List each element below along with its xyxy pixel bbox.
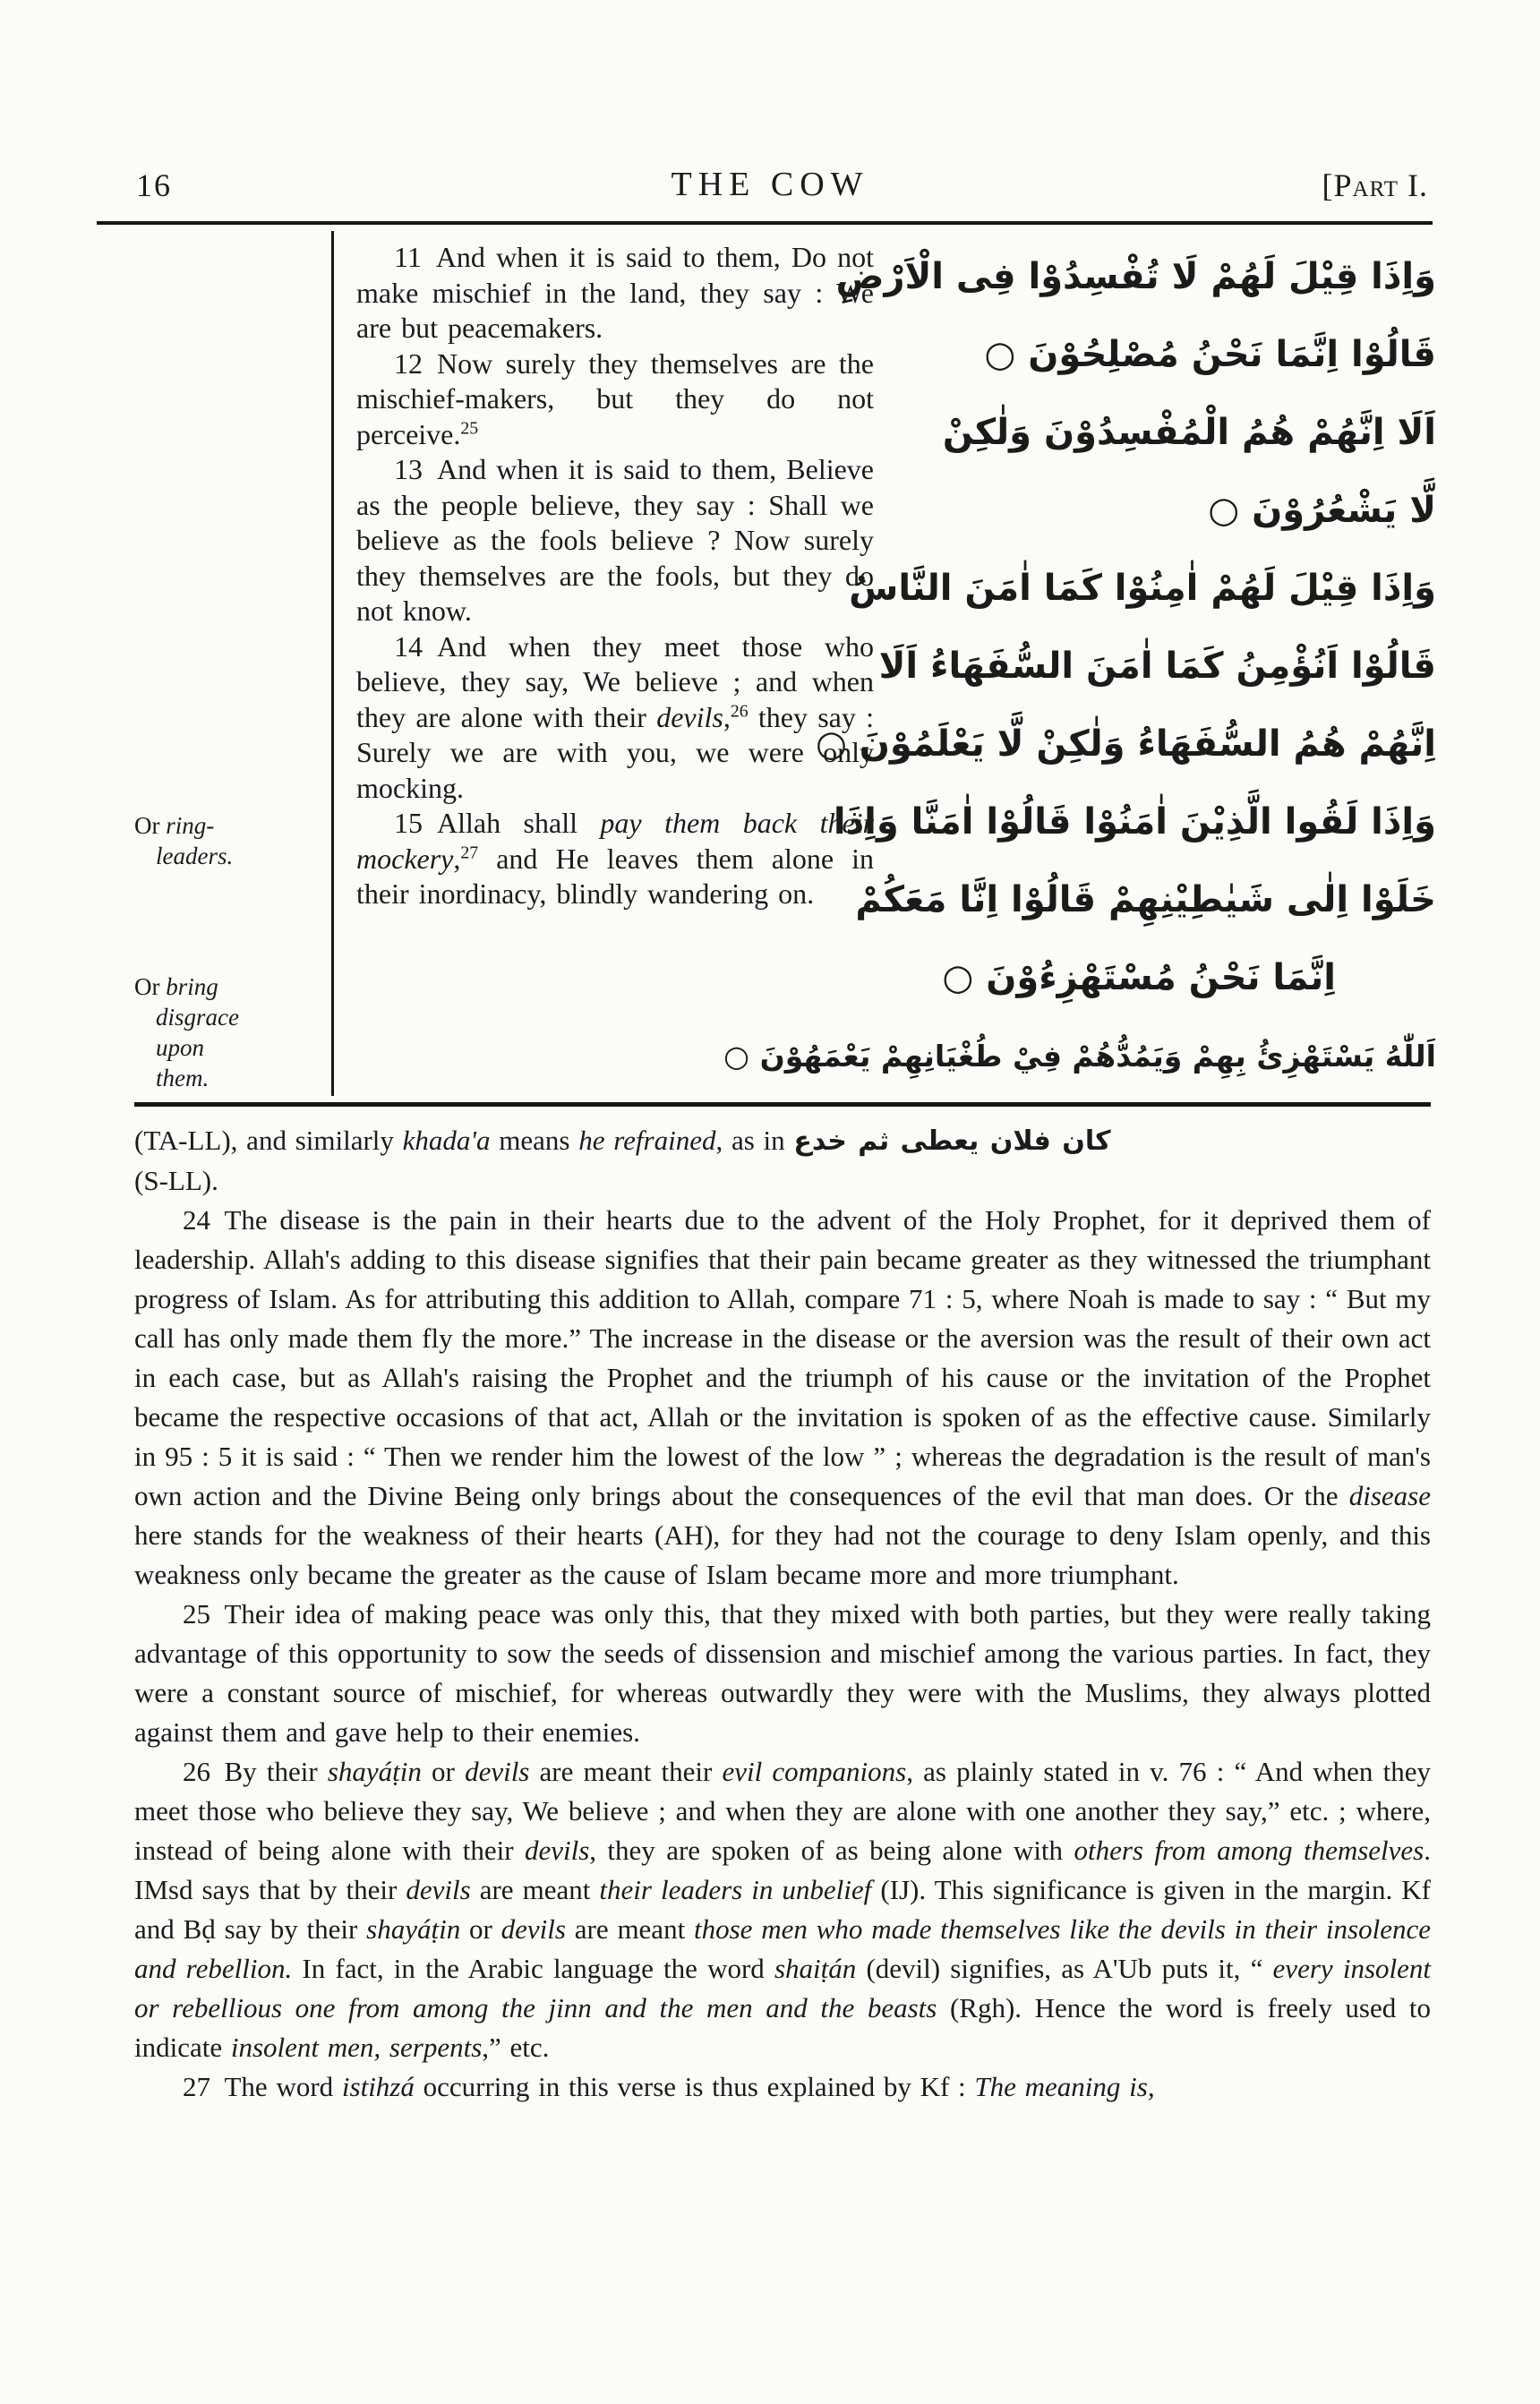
page-number: 16 xyxy=(136,167,172,203)
arabic-verse-line: اَللّٰهُ يَسْتَهْزِئُ بِهِمْ وَيَمُدُّهُمْ فِيْ طُغْيَانِهِمْ يَعْمَهُوْنَ ○ xyxy=(723,1039,1436,1074)
margin-note-ringleaders xyxy=(134,810,329,871)
verse-15: 15 Allah shall pay them back their mockery,$^{27}$ and He leaves them alone in their inordinacy, blindly wandering on. xyxy=(356,807,875,910)
margin-note-line: disgrace xyxy=(156,1004,239,1031)
margin-note-line: Or ring- xyxy=(134,812,215,839)
arabic-verse-line: قَالُوْا اِنَّمَا نَحْنُ مُصْلِحُوْنَ ○ xyxy=(984,334,1436,375)
part-label: [Part I. xyxy=(1322,167,1428,203)
arabic-text-column xyxy=(723,238,1436,1095)
page-title: THE COW xyxy=(671,166,869,203)
arabic-verse-line: وَاِذَا قِيْلَ لَهُمْ اٰمِنُوْا كَمَا اٰمَنَ النَّاسُ xyxy=(849,568,1436,609)
section-divider-rule xyxy=(134,1102,1431,1107)
margin-note-line: them. xyxy=(156,1065,210,1091)
arabic-verse-line: خَلَوْا اِلٰى شَيٰطِيْنِهِمْ قَالُوْا اِنَّا مَعَكُمْ xyxy=(855,879,1436,920)
footnotes-section xyxy=(134,1121,1431,2107)
english-translation-column xyxy=(356,240,874,912)
footnote-intro-continuation: (TA-LL), and similarly khada'a means he refrained, as in كان فلان يعطى ثم خدع (S-LL). xyxy=(134,1125,1111,1196)
arabic-verse-line: وَاِذَا قِيْلَ لَهُمْ لَا تُفْسِدُوْا فِى الْاَرْضِ xyxy=(835,256,1436,297)
verse-13: 13 And when it is said to them, Believe as the people believe, they say : Shall we believe as the fools believe ? Now surely they themselves are the fools, but they do not know. xyxy=(356,453,874,627)
arabic-verse-line: قَالُوْا اَنُؤْمِنُ كَمَا اٰمَنَ السُّفَهَاءُ اَلَا xyxy=(878,646,1436,687)
verse-12: 12 Now surely they themselves are the mischief-makers, but they do not perceive.$^{25}$ xyxy=(356,346,874,450)
margin-note-line: leaders. xyxy=(156,843,234,869)
verse-11: 11 And when it is said to them, Do not make mischief in the land, they say : We are but peacemakers. xyxy=(356,241,874,344)
footnote-26: 26 By their shayáṭin or devils are meant their evil companions, as plainly stated in v. 76 : “ And when they meet those who believe they say, We believe ; and when they are alone with one another they say,” etc. ; where, instead of being alone with their devils, they are spoken of as being alone with others from among themselves. IMsd says that by their devils are meant their leaders in unbelief (IJ). This significance is given in the margin. Kf and Bḍ say by their shayáṭin or devils are meant those men who made themselves like the devils in their insolence and rebellion. In fact, in the Arabic language the word shaiṭán (devil) signifies, as A'Ub puts it, “ every insolent or rebellious one from among the jinn and the men and the beasts (Rgh). Hence the word is freely used to indicate insolent men, serpents,” etc. xyxy=(134,1756,1431,2063)
footnote-27: 27 The word istihzá occurring in this verse is thus explained by Kf : The meaning is, xyxy=(183,2071,1155,2102)
arabic-verse-line: وَاِذَا لَقُوا الَّذِيْنَ اٰمَنُوْا قَالُوْا اٰمَنَّا وَاِذَا xyxy=(833,801,1436,843)
verse-14: 14 And when they meet those who believe, they say, We believe ; and when they are alone with their devils,$^{26}$ they say : Surely we are with you, we were only mocking. xyxy=(356,629,875,804)
arabic-verse-line: اِنَّهُمْ هُمُ السُّفَهَاءُ وَلٰكِنْ لَّا يَعْلَمُوْنَ ○ xyxy=(815,723,1436,765)
arabic-verse-line: اَلَا اِنَّهُمْ هُمُ الْمُفْسِدُوْنَ وَلٰكِنْ xyxy=(942,412,1436,453)
footnote-24: 24 The disease is the pain in their hearts due to the advent of the Holy Prophet, for it deprived them of leadership. Allah's adding to this disease signifies that their pain became greater as they witnessed the triumphant progress of Islam. As for attributing this addition to Allah, compare 71 : 5, where Noah is made to say : “ But my call has only made them fly the more.” The increase in the disease or the aversion was the result of their own act in each case, but as Allah's raising the Prophet and the triumph of his cause or the invitation of the Prophet became the respective occasions of that act, Allah or the invitation is spoken of as the effective cause. Similarly in 95 : 5 it is said : “ Then we render him the lowest of the low ” ; whereas the degradation is the result of man's own action and the Divine Being only brings about the consequences of the evil that man does. Or the disease here stands for the weakness of their hearts (AH), for they had not the courage to deny Islam openly, and this weakness only became the greater as the cause of Islam became more and more triumphant. xyxy=(134,1204,1431,1590)
column-rule xyxy=(331,231,334,1096)
footnote-25: 25 Their idea of making peace was only this, that they mixed with both parties, but they were really taking advantage of this opportunity to sow the seeds of dissension and mischief among the various parties. In fact, they were a constant source of mischief, for whereas outwardly they were with the Muslims, they always plotted against them and gave help to their enemies. xyxy=(134,1598,1431,1748)
margin-note-bring-disgrace xyxy=(134,971,329,1093)
arabic-verse-line: اِنَّمَا نَحْنُ مُسْتَهْزِءُوْنَ ○ xyxy=(942,957,1336,998)
margin-note-line: upon xyxy=(156,1034,204,1061)
header-rule xyxy=(97,221,1433,225)
margin-note-line: Or bring xyxy=(134,973,218,1000)
arabic-verse-line: لَّا يَشْعُرُوْنَ ○ xyxy=(1208,490,1436,531)
